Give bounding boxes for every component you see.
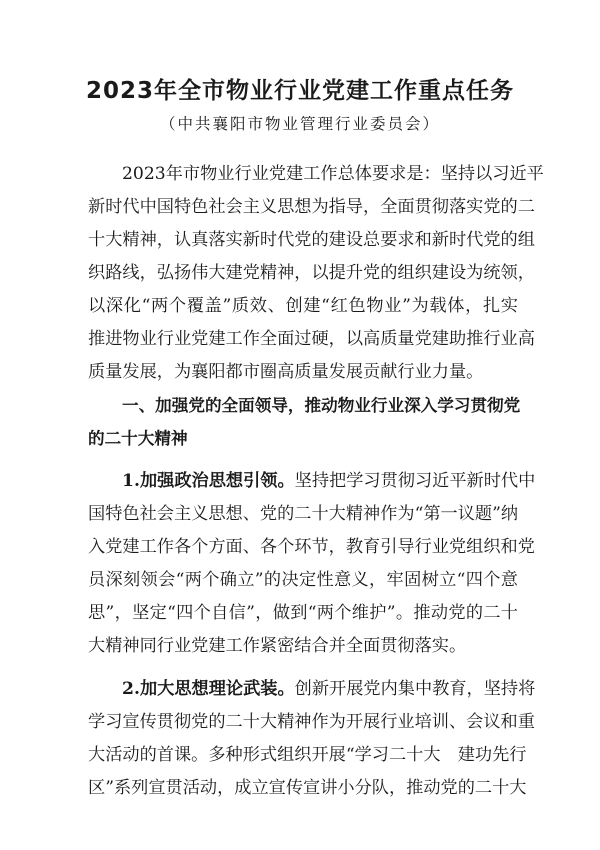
paragraph-line: 十大精神，认真落实新时代党的建设总要求和新时代党的组 <box>88 230 535 250</box>
item-first-line <box>88 465 536 498</box>
paragraph-line: 2023年市物业行业党建工作总体要求是：坚持以习近平 <box>122 164 544 184</box>
paragraph-line: 推进物业行业党建工作全面过硬，以高质量党建助推行业高 <box>88 329 535 349</box>
item-lead: 2.加大思想理论武装。 <box>122 679 295 699</box>
item-first-line <box>88 673 536 706</box>
item-text: 创新开展党内集中教育，坚持将 <box>294 679 536 699</box>
paragraph-line: 国特色社会主义思想、党的二十大精神作为“第一议题”纳 <box>88 504 519 524</box>
paragraph-line: 新时代中国特色社会主义思想为指导，全面贯彻落实党的二 <box>88 197 535 217</box>
paragraph-line: 大精神同行业党建工作紧密结合并全面贯彻落实。 <box>88 636 467 656</box>
paragraph-line: 区”系列宣贯活动，成立宣传宣讲小分队，推动党的二十大 <box>88 778 527 798</box>
paragraph-line: 大活动的首课。多种形式组织开展“学习二十大 建功先行 <box>88 745 527 765</box>
paragraph-line: 学习宣传贯彻党的二十大精神作为开展行业培训、会议和重 <box>88 712 535 732</box>
paragraph-line: 质量发展，为襄阳都市圈高质量发展贡献行业力量。 <box>88 362 484 382</box>
document-subtitle: （中共襄阳市物业管理行业委员会） <box>159 115 440 133</box>
document-title: 2023年全市物业行业党建工作重点任务 <box>85 78 514 104</box>
document-body <box>88 158 544 805</box>
item-lead: 1.加强政治思想引领。 <box>122 471 295 491</box>
paragraph-line: 入党建工作各个方面、各个环节，教育引导行业党组织和党 <box>88 537 535 557</box>
paragraph-line: 思”，坚定“四个自信”，做到“两个维护”。推动党的二十 <box>88 603 518 623</box>
item-text: 坚持把学习贯彻习近平新时代中 <box>294 471 536 491</box>
section-heading-line: 的二十大精神 <box>88 429 188 448</box>
section-heading-line: 一、加强党的全面领导，推动物业行业深入学习贯彻党 <box>122 396 521 415</box>
paragraph-line: 员深刻领会“两个确立”的决定性意义，牢固树立“四个意 <box>88 570 518 590</box>
paragraph-line: 织路线，弘扬伟大建党精神，以提升党的组织建设为统领， <box>88 263 535 283</box>
paragraph-line: 以深化“两个覆盖”质效、创建“红色物业”为载体，扎实 <box>88 296 518 316</box>
